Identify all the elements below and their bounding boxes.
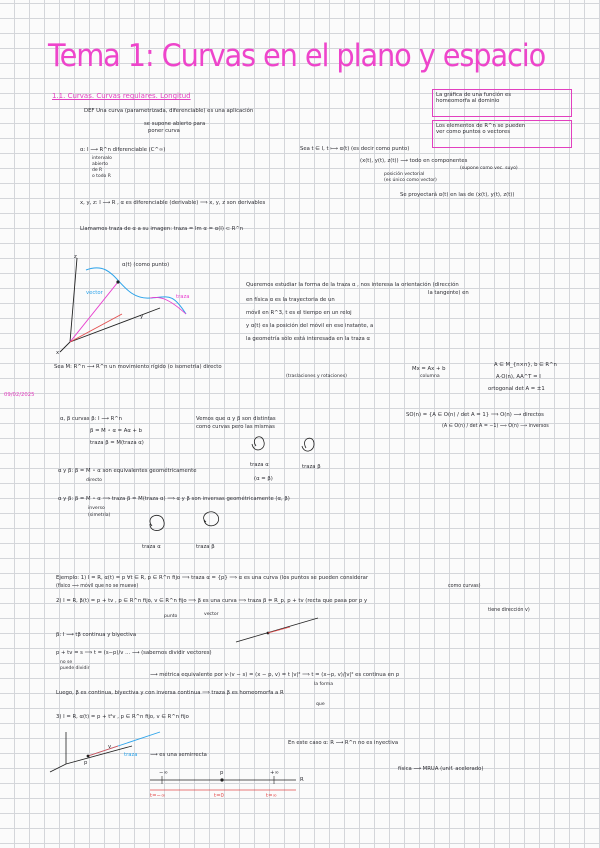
definition-subnote: se supone abierto para — [144, 121, 206, 127]
projection-line: Se proyectará α(t) en las de (x(t), y(t), z(t)) — [400, 192, 515, 198]
paragraph-line: Queremos estudiar la forma de la traza α , nos interesa la orientación (dirección — [246, 282, 459, 288]
paragraph-line: móvil en R^3, t es el tiempo en un reloj — [246, 310, 352, 316]
beta-inverse-note: puede dividir — [60, 666, 90, 671]
trace-beta-label: traza β — [302, 464, 321, 470]
fig-alpha-label: α(t) (como punto) — [122, 262, 170, 268]
axis-pos-infinity: +∞ — [270, 770, 279, 776]
curves-line: α, β curvas β: I ⟶ R^n — [60, 416, 123, 422]
interval-note: o todo R — [92, 174, 111, 179]
paragraph-line: la geometría sólo está interesada en la traza α — [246, 336, 370, 342]
equivalent-line: α y β: β = M ∘ α son equivalentes geométricamente — [58, 468, 197, 474]
ray-v-label: v — [108, 744, 112, 750]
so-line: (A ∈ O(n) / det A = −1) ⟹ O(n) ⟶ inversos — [442, 424, 549, 429]
fig-vector-label: vector — [86, 290, 103, 296]
axis-t-label: t=−∞ — [150, 793, 166, 799]
page-title: Tema 1: Curvas en el plano y espacio — [48, 38, 546, 74]
conclusion-line: Luego, β es continua, biyectiva y con inversa continua ⟹ traza β es homeomorfa a R — [56, 690, 284, 696]
axis-t-label: t=0 — [214, 793, 224, 799]
example-3-note: En este caso α: R ⟶ R^n no es inyectiva — [288, 740, 399, 746]
ray-trace-label: traza — [124, 752, 138, 758]
inverse-sub: (simetría) — [88, 513, 111, 518]
axis-neg-infinity: −∞ — [159, 770, 168, 776]
orthogonal-line: A·O(n), AA^T = I — [496, 374, 541, 380]
orthogonal-line: A ∈ M_{n×n}, b ∈ R^n — [494, 362, 557, 368]
example-1-note: como curvas) — [448, 584, 481, 589]
rigid-motion-line: Sea M: R^n ⟶ R^n un movimiento rígido (o isometría) directo — [54, 364, 222, 370]
paragraph-line: la tangente) en — [428, 290, 469, 296]
equivalence-label: (α = β) — [254, 476, 273, 482]
beta-inverse-note: no se — [60, 660, 73, 665]
ray-p-label: p — [84, 760, 88, 766]
definition-line: DEF Una curva (parametrizada, diferenciable) es una aplicación — [84, 108, 254, 114]
example-2-sub: vector — [204, 612, 219, 617]
mx-formula: Mx = Ax + b — [412, 366, 446, 372]
example-3: 3) I = R, α(t) = p + t²v , p ∈ R^n fijo, v ∈ R^n fijo — [56, 714, 189, 720]
sea-t-line: Sea t ∈ I, t ⟼ α(t) (es decir como punto) — [300, 146, 410, 152]
axis-R: R — [300, 777, 304, 783]
note-box-line: ver como puntos o vectores — [436, 129, 510, 136]
xyz-line: x, y, z: I ⟶ R , α es diferenciable (derivable) ⟹ x, y, z son derivables — [80, 200, 266, 206]
orthogonal-line: ortogonal det A = ±1 — [488, 386, 545, 392]
inverse-sub: inverso — [88, 506, 105, 511]
axis-z-label: z — [74, 254, 77, 260]
metric-sub: que — [316, 702, 325, 707]
distinct-note: Vemos que α y β son distintas — [196, 416, 276, 422]
metric-line: ⟶ métrica equivalente por v·(v − s) = (x − p, v) = t |v|² ⟹ t = (x−p, v)/|v|² es continua en p — [150, 672, 400, 678]
interval-note: abierto — [92, 162, 109, 167]
axis-p: p — [220, 770, 224, 776]
example-2-sub: punto — [164, 614, 178, 619]
example-2-note: tiene dirección v) — [488, 608, 530, 613]
pos-vector-note: posición vectorial — [384, 172, 425, 177]
coords-line: (x(t), y(t), z(t)) ⟶ todo en componentes — [360, 158, 468, 164]
curves-line: traza β = M(traza α) — [90, 440, 144, 446]
interval-note: intervalo — [92, 156, 112, 161]
physics-note: física ⟶ MRUA (unif. acelerado) — [398, 766, 484, 772]
paragraph-line: en física α es la trayectoria de un — [246, 297, 335, 303]
coords-note: (supone como vec. suyo) — [460, 166, 518, 171]
paragraph-line: y α(t) es la posición del móvil en ese instante, a — [246, 323, 374, 329]
example-1-sub: (físico ⟹ móvil que no se mueve) — [56, 584, 139, 589]
example-2: 2) I = R, β(t) = p + tv , p ∈ R^n fijo, v ∈ R^n fijo ⟹ β es una curva ⟹ traza β = R_p, p + tv (recta que pasa por p y — [56, 598, 368, 604]
beta-inverse-line: p + tv = s ⟹ t = (s−p)/v ... ⟶ (sabemos dividir vectores) — [56, 650, 212, 656]
curves-line: β = M ∘ α = Aα + b — [90, 428, 143, 434]
axis-x-label: x — [56, 350, 60, 356]
inverse-line: α y β: β = M ∘ α ⟹ traza β = M(traza α) ⟹ α y β son inversas geométricamente (α, β) — [58, 496, 290, 502]
fig-trace-label: traza — [176, 294, 190, 300]
axis-t-label: t=∞ — [266, 793, 277, 799]
trace-alpha-label-2: traza α — [142, 544, 161, 550]
note-box-line: La gráfica de una función es — [436, 92, 512, 98]
trace-beta-label-2: traza β — [196, 544, 215, 550]
axis-y-label: y — [140, 314, 144, 320]
alpha-map: α: I ⟶ R^n diferenciable (C^∞) — [80, 147, 166, 153]
date-stamp: 09/02/2025 — [4, 392, 35, 398]
trace-def: Llamamos traza de α a su imagen: traza = Im α = α(I) ⊂ R^n — [80, 226, 244, 232]
semiline-note: ⟶ es una semirrecta — [150, 752, 207, 758]
trace-alpha-label: traza α — [250, 462, 269, 468]
so-line: SO(n) = {A ∈ O(n) / det A = 1} ⟹ O(n) ⟶ directos — [406, 412, 544, 418]
interval-note: de R — [92, 168, 103, 173]
note-box-line: Los elementos de R^n se pueden — [436, 123, 526, 129]
section-heading: 1.1. Curvas. Curvas regulares. Longitud — [52, 92, 191, 100]
example-1: Ejemplo: 1) I = R, α(t) = p ∀t ∈ R, p ∈ R^n fijo ⟹ traza α = {p} ⟹ α es una curva (los puntos se pueden considerar — [56, 575, 369, 581]
distinct-note: como curvas pero las mismas — [196, 424, 275, 430]
definition-subnote: poner curva — [148, 128, 180, 134]
note-box-line: homeomorfa al dominio — [436, 98, 500, 105]
rigid-motion-sub: (traslaciones y rotaciones) — [286, 374, 347, 379]
beta-line: β: I ⟶ tβ continua y biyectiva — [56, 632, 137, 638]
mx-sub: columna — [420, 374, 440, 379]
metric-sub: la forma — [314, 682, 334, 687]
pos-vector-note: (es único como vector) — [384, 178, 437, 183]
equivalent-sub: directo — [86, 478, 102, 483]
